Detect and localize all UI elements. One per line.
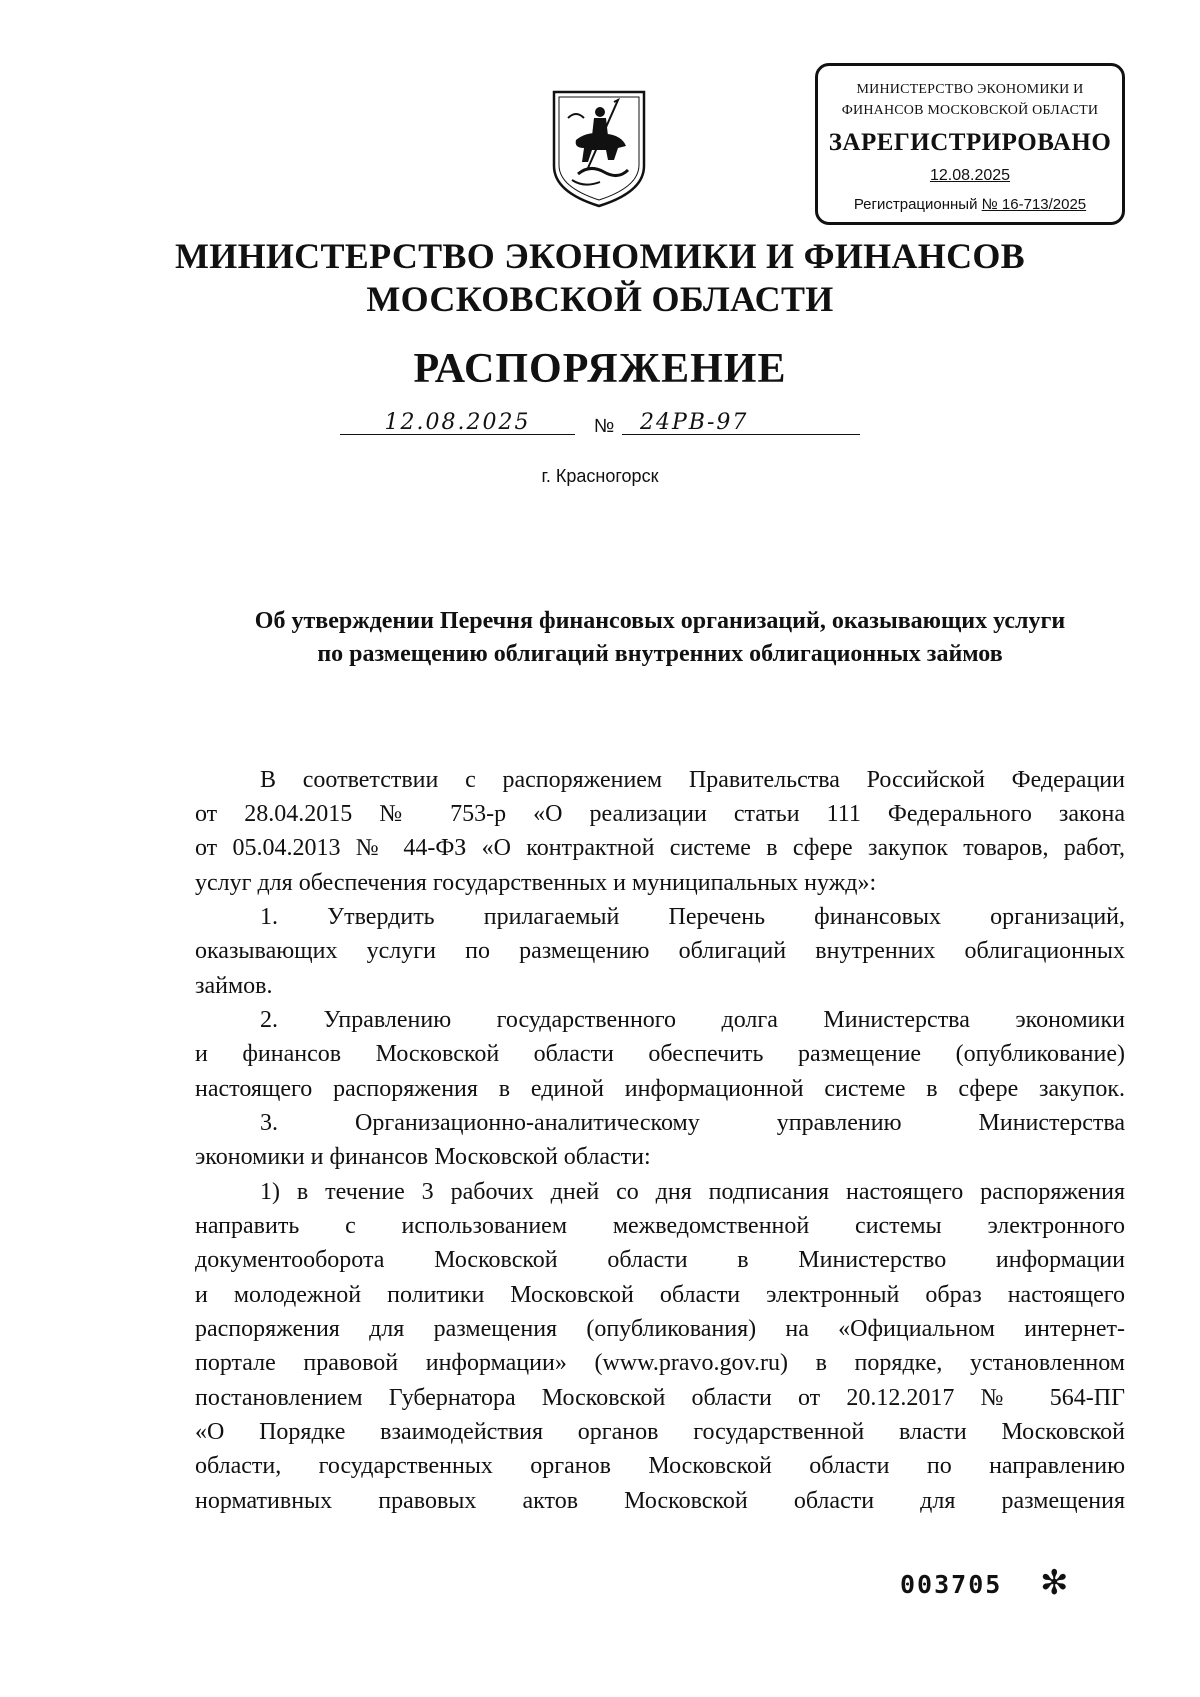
form-serial-number: 003705 (900, 1570, 1003, 1599)
city-name: г. Красногорск (541, 466, 659, 486)
body-line: экономики и финансов Московской области: (195, 1144, 651, 1170)
body-line: оказывающих услуги по размещению облигаций внутренних облигационных (195, 938, 1125, 964)
body-line: нормативных правовых актов Московской области для размещения (195, 1488, 1125, 1514)
subject-line2: по размещению облигаций внутренних облигационных займов (317, 641, 1003, 667)
stamp-date-row (818, 167, 1122, 185)
body-line: и финансов Московской области обеспечить размещение (опубликование) (195, 1041, 1125, 1067)
body-line: от 28.04.2015 № 753-р «О реализации статьи 111 Федерального закона (195, 801, 1125, 827)
org-name-line1: МИНИСТЕРСТВО ЭКОНОМИКИ И ФИНАНСОВ (174, 236, 1025, 276)
subject-line1: Об утверждении Перечня финансовых организаций, оказывающих услуги (254, 608, 1066, 634)
stamp-reg-row (818, 196, 1122, 213)
body-line: распоряжения для размещения (опубликования) на «Официальном интернет- (195, 1316, 1125, 1342)
body-line: от 05.04.2013 № 44-ФЗ «О контрактной системе в сфере закупок товаров, работ, (195, 835, 1125, 861)
body-line: услуг для обеспечения государственных и муниципальных нужд»: (195, 870, 877, 896)
stamp-status: ЗАРЕГИСТРИРОВАНО (828, 129, 1112, 156)
document-subject (180, 605, 1140, 671)
body-line: 1. Утвердить прилагаемый Перечень финансовых организаций, (260, 904, 1125, 930)
stamp-reg-number: № 16-713/2025 (981, 196, 1087, 213)
body-line: и молодежной политики Московской области электронный образ настоящего (195, 1282, 1125, 1308)
coat-of-arms-emblem (548, 88, 650, 210)
body-line: портале правовой информации» (www.pravo.gov.ru) в порядке, установленном (195, 1350, 1125, 1376)
body-line: документооборота Московской области в Министерство информации (195, 1247, 1125, 1273)
document-date: 12.08.2025 (384, 410, 531, 435)
body-line: настоящего распоряжения в единой информационной системе в сфере закупок. (195, 1076, 1125, 1102)
body-line: 2. Управлению государственного долга Министерства экономики (260, 1007, 1125, 1033)
body-line: займов. (195, 973, 273, 999)
asterisk-mark-icon: ✻ (1040, 1563, 1069, 1603)
stamp-org-line1: МИНИСТЕРСТВО ЭКОНОМИКИ И (856, 82, 1084, 97)
document-number: 24РВ-97 (640, 410, 749, 435)
body-line: В соответствии с распоряжением Правительства Российской Федерации (260, 767, 1125, 793)
body-line: «О Порядке взаимодействия органов государственной власти Московской (195, 1419, 1125, 1445)
body-line: 1) в течение 3 рабочих дней со дня подписания настоящего распоряжения (260, 1179, 1125, 1205)
body-line: постановлением Губернатора Московской области от 20.12.2017 № 564-ПГ (195, 1385, 1125, 1411)
stamp-reg-label: Регистрационный (853, 196, 978, 213)
number-label: № (594, 416, 615, 437)
body-line: 3. Организационно-аналитическому управлению Министерства (260, 1110, 1125, 1136)
registration-stamp (815, 63, 1125, 225)
body-line: области, государственных органов Московской области по направлению (195, 1453, 1125, 1479)
stamp-date: 12.08.2025 (929, 167, 1011, 184)
stamp-org-line2: ФИНАНСОВ МОСКОВСКОЙ ОБЛАСТИ (841, 103, 1099, 118)
body-line: направить с использованием межведомственной системы электронного (195, 1213, 1125, 1239)
document-type-title: РАСПОРЯЖЕНИЕ (413, 346, 787, 392)
org-name-line2: МОСКОВСКОЙ ОБЛАСТИ (366, 279, 834, 319)
